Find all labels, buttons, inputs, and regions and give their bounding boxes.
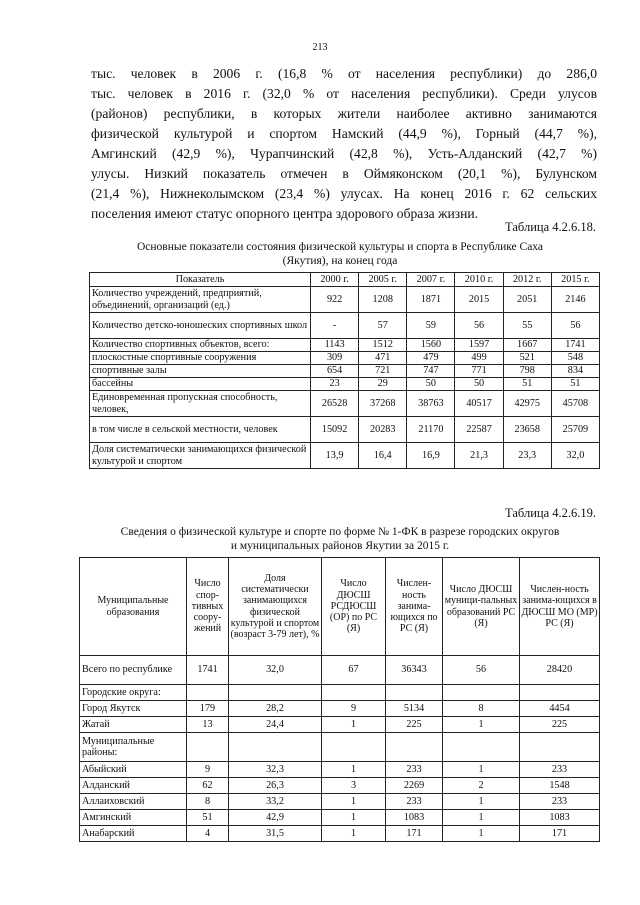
table2-value-cell: 8 (443, 701, 520, 717)
table2-value-cell: 8 (187, 794, 229, 810)
table2-value-cell: 5134 (386, 701, 443, 717)
table2-value-cell: 24,4 (229, 717, 322, 733)
table1-row-label: Единовременная пропускная способность, человек, (90, 391, 311, 417)
table2-value-cell: 2 (443, 778, 520, 794)
table1-title-line: Основные показатели состояния физической культуры и спорта в Республике Саха (136, 241, 544, 253)
table1-value-cell: 13,9 (311, 443, 359, 469)
table1-value-cell: - (311, 313, 359, 339)
table1-value-cell: 1871 (407, 287, 455, 313)
table1-row-label: Количество спортивных объектов, всего: (90, 339, 311, 352)
table2-row (80, 810, 600, 826)
table2-row-name: Город Якутск (80, 701, 187, 717)
table1-value-cell: 37268 (359, 391, 407, 417)
table2-value-cell: 233 (386, 794, 443, 810)
table1-row-label: Количество учреждений, предприятий, объединений, организаций (ед.) (90, 287, 311, 313)
paragraph-line: поселения имеют статус опорного центра здорового образа жизни. (91, 206, 479, 221)
table1-row (90, 378, 600, 391)
table2-value-cell: 1 (443, 717, 520, 733)
table1-value-cell: 16,9 (407, 443, 455, 469)
table2-header-cell: Числен-ность занима-ющихся по РС (Я) (386, 558, 443, 656)
table2-row (80, 794, 600, 810)
table2-value-cell: 1 (443, 826, 520, 842)
table1-value-cell: 1512 (359, 339, 407, 352)
table2-value-cell: 13 (187, 717, 229, 733)
table2-value-cell (322, 733, 386, 762)
table1-value-cell: 2015 (455, 287, 503, 313)
table1-value-cell: 32,0 (551, 443, 599, 469)
table2-header-cell: Число спор-тивных соору-жений (187, 558, 229, 656)
table1-row (90, 391, 600, 417)
table2-row-name: Анабарский (80, 826, 187, 842)
table1-value-cell: 22587 (455, 417, 503, 443)
table1-value-cell: 21,3 (455, 443, 503, 469)
table1-value-cell: 51 (551, 378, 599, 391)
table2-value-cell: 1 (322, 717, 386, 733)
table2-value-cell: 1741 (187, 656, 229, 685)
table2-value-cell: 3 (322, 778, 386, 794)
table2-value-cell (520, 685, 600, 701)
table2-row-name: Муниципальные районы: (80, 733, 187, 762)
table1-row (90, 417, 600, 443)
table1-value-cell: 59 (407, 313, 455, 339)
table1-value-cell: 15092 (311, 417, 359, 443)
table2-row (80, 717, 600, 733)
table1-value-cell: 654 (311, 365, 359, 378)
table1-row (90, 443, 600, 469)
table1-value-cell: 922 (311, 287, 359, 313)
table1-value-cell: 747 (407, 365, 455, 378)
table1-header-cell: 2012 г. (503, 273, 551, 287)
table2-value-cell: 233 (520, 762, 600, 778)
table2-value-cell: 9 (187, 762, 229, 778)
table2-title-line: Сведения о физической культуре и спорте по форме № 1-ФК в разрезе городских округов (120, 526, 560, 538)
table2-value-cell: 42,9 (229, 810, 322, 826)
table2-row (80, 762, 600, 778)
table2-row (80, 656, 600, 685)
table1-value-cell: 798 (503, 365, 551, 378)
table1-label: Таблица 4.2.6.18. (505, 220, 596, 234)
table2-row (80, 778, 600, 794)
table2-value-cell: 1 (322, 826, 386, 842)
table2-value-cell: 1 (443, 794, 520, 810)
table1-value-cell: 479 (407, 352, 455, 365)
table1-row (90, 287, 600, 313)
table2-value-cell: 51 (187, 810, 229, 826)
table1-value-cell: 56 (551, 313, 599, 339)
table2-value-cell: 32,0 (229, 656, 322, 685)
table1-value-cell: 1208 (359, 287, 407, 313)
table2-value-cell (229, 733, 322, 762)
table2-value-cell: 4454 (520, 701, 600, 717)
table2-value-cell: 56 (443, 656, 520, 685)
table1-value-cell: 471 (359, 352, 407, 365)
table1-row-label: бассейны (90, 378, 311, 391)
table2-value-cell: 1 (322, 810, 386, 826)
table2-label: Таблица 4.2.6.19. (505, 506, 596, 520)
table1-row-label: в том числе в сельской местности, человек (90, 417, 311, 443)
table1-header-cell: 2010 г. (455, 273, 503, 287)
table1-row-label: спортивные залы (90, 365, 311, 378)
table2-value-cell (443, 685, 520, 701)
table1-value-cell: 2051 (503, 287, 551, 313)
table1-value-cell: 45708 (551, 391, 599, 417)
table2-value-cell (229, 685, 322, 701)
table2-value-cell: 67 (322, 656, 386, 685)
table1-value-cell: 521 (503, 352, 551, 365)
table1-value-cell: 1143 (311, 339, 359, 352)
table1-value-cell: 25709 (551, 417, 599, 443)
table2-value-cell: 225 (520, 717, 600, 733)
table2-value-cell (443, 733, 520, 762)
table1-value-cell: 499 (455, 352, 503, 365)
table2-header-cell: Доля систематически занимающихся физической культурой и спортом (возраст 3-79 лет), % (229, 558, 322, 656)
table2-value-cell: 1 (322, 794, 386, 810)
table2-value-cell: 31,5 (229, 826, 322, 842)
table2-value-cell: 26,3 (229, 778, 322, 794)
table1-value-cell: 2146 (551, 287, 599, 313)
table1-value-cell: 1560 (407, 339, 455, 352)
table2-row-name: Алданский (80, 778, 187, 794)
table1-title (80, 240, 600, 268)
table2-header-cell: Число ДЮСШ муници-пальных образований РС (Я) (443, 558, 520, 656)
table2-value-cell (386, 733, 443, 762)
paragraph-line: тыс. человек в 2006 г. (16,8 % от населения республики) до 286,0 (91, 66, 597, 81)
table1-value-cell: 26528 (311, 391, 359, 417)
municipal-sport-table (79, 557, 600, 842)
table2-value-cell: 1 (443, 810, 520, 826)
table1-value-cell: 834 (551, 365, 599, 378)
table2-value-cell: 171 (386, 826, 443, 842)
table2-value-cell (187, 733, 229, 762)
table2-value-cell: 28,2 (229, 701, 322, 717)
table2-row (80, 701, 600, 717)
table1-value-cell: 51 (503, 378, 551, 391)
table1-value-cell: 55 (503, 313, 551, 339)
table1-value-cell: 16,4 (359, 443, 407, 469)
table2-value-cell: 233 (520, 794, 600, 810)
table1-header-cell: 2005 г. (359, 273, 407, 287)
table1-value-cell: 721 (359, 365, 407, 378)
table2-row-name: Городские округа: (80, 685, 187, 701)
table1-value-cell: 56 (455, 313, 503, 339)
table2-value-cell (187, 685, 229, 701)
table1-row (90, 339, 600, 352)
table1-value-cell: 29 (359, 378, 407, 391)
table2-row (80, 685, 600, 701)
table1-value-cell: 20283 (359, 417, 407, 443)
table2-header-cell: Число ДЮСШ РСДЮСШ (ОР) по РС (Я) (322, 558, 386, 656)
table2-value-cell: 1083 (520, 810, 600, 826)
table1-value-cell: 57 (359, 313, 407, 339)
table2-row-name: Всего по республике (80, 656, 187, 685)
table1-row-label: плоскостные спортивные сооружения (90, 352, 311, 365)
table2-value-cell: 28420 (520, 656, 600, 685)
table2-header-row (80, 558, 600, 656)
table2-value-cell: 4 (187, 826, 229, 842)
table2-value-cell: 9 (322, 701, 386, 717)
body-paragraph (91, 64, 597, 224)
table2-value-cell: 225 (386, 717, 443, 733)
table2-value-cell (322, 685, 386, 701)
table1-header-cell: 2007 г. (407, 273, 455, 287)
table1-row-label: Количество детско-юношеских спортивных школ (90, 313, 311, 339)
table2-value-cell (386, 685, 443, 701)
table1-value-cell: 548 (551, 352, 599, 365)
table1-value-cell: 50 (455, 378, 503, 391)
table2-header-cell: Числен-ность занима-ющихся в ДЮСШ МО (МР) РС (Я) (520, 558, 600, 656)
table2-value-cell: 179 (187, 701, 229, 717)
table1-title-line: (Якутия), на конец года (282, 255, 398, 267)
table1-value-cell: 1597 (455, 339, 503, 352)
table1-value-cell: 23658 (503, 417, 551, 443)
paragraph-line: (районов) республики, в которых жители наиболее активно занимаются (91, 106, 597, 121)
table2-row (80, 826, 600, 842)
table2-value-cell: 1083 (386, 810, 443, 826)
table2-header-cell: Муниципальные образования (80, 558, 187, 656)
paragraph-line: тыс. человек в 2016 г. (32,0 % от населения республики). Среди улусов (91, 86, 597, 101)
table2-value-cell: 36343 (386, 656, 443, 685)
table2-value-cell: 1 (443, 762, 520, 778)
page-number: 213 (312, 42, 328, 53)
table1-header-row (90, 273, 600, 287)
table2-row-name: Амгинский (80, 810, 187, 826)
table1-value-cell: 1741 (551, 339, 599, 352)
table1-value-cell: 50 (407, 378, 455, 391)
table2-value-cell: 2269 (386, 778, 443, 794)
table1-header-cell: 2000 г. (311, 273, 359, 287)
table1-row-label: Доля систематически занимающихся физической культурой и спортом (90, 443, 311, 469)
table2-value-cell: 1 (322, 762, 386, 778)
paragraph-line: Амгинский (42,9 %), Чурапчинский (42,8 %), Усть-Алданский (42,7 %) (91, 146, 597, 161)
table2-value-cell: 171 (520, 826, 600, 842)
table1-header-cell: 2015 г. (551, 273, 599, 287)
table2-title-line: и муниципальных районов Якутии за 2015 г. (230, 540, 450, 552)
table1-value-cell: 42975 (503, 391, 551, 417)
table1-value-cell: 309 (311, 352, 359, 365)
table2-value-cell (520, 733, 600, 762)
table2-value-cell: 32,3 (229, 762, 322, 778)
paragraph-line: улусы. Низкий показатель отмечен в Оймяконском (20,1 %), Булунском (91, 166, 597, 181)
table2-title (60, 525, 620, 553)
indicators-table (89, 272, 600, 469)
table1-value-cell: 1667 (503, 339, 551, 352)
table2-row (80, 733, 600, 762)
table2-value-cell: 62 (187, 778, 229, 794)
paragraph-line: физической культурой и спортом Намский (44,9 %), Горный (44,7 %), (91, 126, 597, 141)
table1-value-cell: 23 (311, 378, 359, 391)
paragraph-line: (21,4 %), Нижнеколымском (23,4 %) улусах. На конец 2016 г. 62 сельских (91, 186, 597, 201)
table2-row-name: Аллаиховский (80, 794, 187, 810)
table1-row (90, 352, 600, 365)
table2-value-cell: 33,2 (229, 794, 322, 810)
table1-value-cell: 771 (455, 365, 503, 378)
table1-header-cell: Показатель (90, 273, 311, 287)
table1-value-cell: 21170 (407, 417, 455, 443)
table1-value-cell: 40517 (455, 391, 503, 417)
table1-value-cell: 23,3 (503, 443, 551, 469)
table1-row (90, 313, 600, 339)
table2-value-cell: 1548 (520, 778, 600, 794)
table1-value-cell: 38763 (407, 391, 455, 417)
table2-row-name: Абыйский (80, 762, 187, 778)
table2-row-name: Жатай (80, 717, 187, 733)
table2-value-cell: 233 (386, 762, 443, 778)
table1-row (90, 365, 600, 378)
